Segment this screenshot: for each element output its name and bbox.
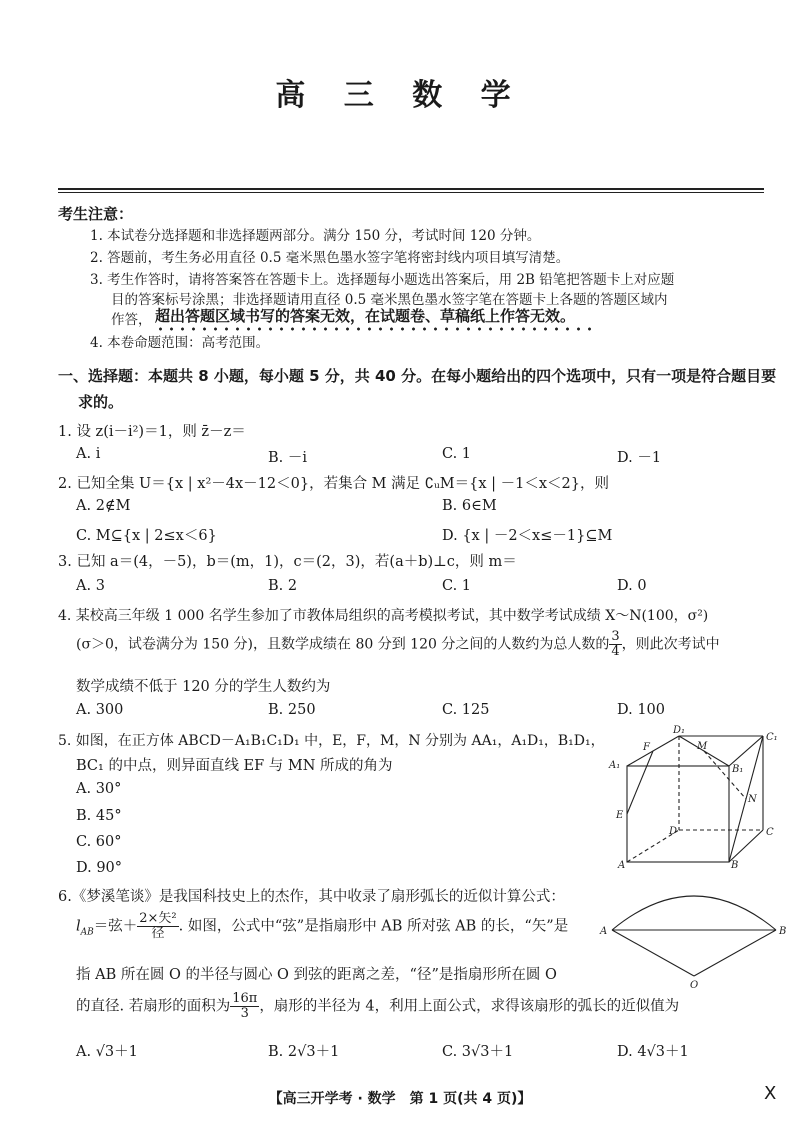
q6-option-d: D. 4√3＋1 xyxy=(617,1044,689,1060)
q5-option-b: B. 45° xyxy=(76,808,122,824)
question-6-line1: 6.《梦溪笔谈》是我国科技史上的杰作，其中收录了扇形弧长的近似计算公式： xyxy=(58,889,565,905)
q3-option-c: C. 1 xyxy=(442,578,472,594)
question-3-stem: 3. 已知 a＝(4，－5)，b＝(m，1)，c＝(2，3)，若(a＋b)⊥c，则 m＝ xyxy=(58,554,517,570)
front-face xyxy=(627,766,729,862)
label-e: E xyxy=(616,810,624,821)
notice-item: 目的答案标号涂黑；非选择题请用直径 0.5 毫米黑色墨水签字笔在答题卡上各题的答题区域内 xyxy=(111,292,668,308)
q4-option-b: B. 250 xyxy=(268,702,316,718)
label-b: B xyxy=(779,926,787,937)
q4-option-a: A. 300 xyxy=(76,702,124,718)
notice-emphasis: 超出答题区域书写的答案无效，在试题卷、草稿纸上作答无效。 xyxy=(155,307,576,325)
label-a: A xyxy=(600,926,608,937)
notice-item: 1. 本试卷分选择题和非选择题两部分。满分 150 分，考试时间 120 分钟。 xyxy=(90,228,541,244)
q1-option-c: C. 1 xyxy=(442,446,472,462)
q2-option-c: C. M⊆{x | 2≤x＜6} xyxy=(76,528,217,544)
label-d1: D₁ xyxy=(673,725,686,736)
q5-option-d: D. 90° xyxy=(76,860,123,876)
page-footer: 【高三开学考 · 数学 第 1 页(共 4 页)】 xyxy=(268,1091,532,1107)
fraction-denominator: 3 xyxy=(240,1006,249,1021)
edge xyxy=(729,830,763,862)
q1-option-b: B. －i xyxy=(268,450,308,466)
q2-option-d: D. {x | －2＜x≤－1}⊆M xyxy=(442,528,613,544)
label-a: A xyxy=(618,860,626,871)
fraction-numerator: 3 xyxy=(611,629,620,644)
notice-item: 4. 本卷命题范围：高考范围。 xyxy=(90,335,270,351)
q2-option-a: A. 2∉M xyxy=(76,498,131,514)
q6-option-b: B. 2√3＋1 xyxy=(268,1044,340,1060)
divider xyxy=(58,192,764,193)
q6-text: 的直径. 若扇形的面积为 xyxy=(76,998,231,1015)
q4-option-d: D. 100 xyxy=(617,702,666,718)
segment-ef xyxy=(627,751,653,814)
q1-option-a: A. i xyxy=(76,446,101,462)
fraction-numerator: 2×矢² xyxy=(139,911,177,926)
question-4-line2 xyxy=(76,630,720,659)
arc-subscript: AB xyxy=(80,927,94,938)
label-c: C xyxy=(766,827,774,838)
fraction xyxy=(137,912,178,941)
fraction-denominator: 4 xyxy=(611,644,620,659)
sector-figure xyxy=(598,878,788,988)
question-2-stem: 2. 已知全集 U＝{x | x²－4x－12＜0}，若集合 M 满足 ∁ᵤM＝{x | －1＜x＜2}，则 xyxy=(58,476,609,492)
q2-option-b: B. 6∈M xyxy=(442,498,497,514)
arc-ab xyxy=(612,896,776,930)
segment-mn xyxy=(704,751,746,799)
radius-oa xyxy=(612,930,694,976)
q3-option-d: D. 0 xyxy=(617,578,647,594)
cube-figure xyxy=(605,722,785,872)
fraction-denominator: 径 xyxy=(151,926,165,941)
q5-option-a: A. 30° xyxy=(76,781,122,797)
q5-option-c: C. 60° xyxy=(76,834,122,850)
label-n: N xyxy=(748,794,757,805)
q6-text: . 如图，公式中“弦”是指扇形中 AB 所对弦 AB 的长，“矢”是 xyxy=(178,918,569,935)
label-f: F xyxy=(643,742,650,753)
notice-item: 2. 答题前，考生务必用直径 0.5 毫米黑色墨水签字笔将密封线内项目填写清楚。 xyxy=(90,250,570,266)
question-4-line1: 4. 某校高三年级 1 000 名学生参加了市教体局组织的高考模拟考试，其中数学考试成绩 X～N(100，σ²) xyxy=(58,608,709,624)
divider xyxy=(58,188,764,190)
label-b: B xyxy=(731,860,739,871)
label-b1: B₁ xyxy=(732,764,744,775)
q1-option-d: D. －1 xyxy=(617,450,662,466)
fraction xyxy=(230,992,259,1021)
label-c1: C₁ xyxy=(766,732,778,743)
formula-text: ＝弦＋ xyxy=(93,918,138,935)
label-m: M xyxy=(697,741,708,752)
notice-item: 3. 考生作答时，请将答案答在答题卡上。选择题每小题选出答案后，用 2B 铅笔把答题卡上对应题 xyxy=(90,272,675,288)
fraction-numerator: 16π xyxy=(232,991,258,1006)
q4-text: (σ＞0，试卷满分为 150 分)，且数学成绩在 80 分到 120 分之间的人数约为总人数的 xyxy=(76,636,610,653)
q3-option-b: B. 2 xyxy=(268,578,298,594)
q3-option-a: A. 3 xyxy=(76,578,105,594)
label-a1: A₁ xyxy=(609,760,621,771)
radius-ob xyxy=(694,930,776,976)
notice-heading: 考生注意： xyxy=(58,205,134,223)
question-6-line3: 指 AB 所在圆 O 的半径与圆心 O 到弦的距离之差，“径”是指扇形所在圆 O xyxy=(76,967,557,983)
section-heading-cont: 求的。 xyxy=(78,393,124,411)
page-title: 高 三 数 学 xyxy=(275,78,525,113)
question-6-line4 xyxy=(76,992,679,1021)
question-4-line3: 数学成绩不低于 120 分的学生人数约为 xyxy=(76,679,331,695)
section-heading: 一、选择题：本题共 8 小题，每小题 5 分，共 40 分。在每小题给出的四个选项中，只有一项是符合题目要 xyxy=(58,367,777,385)
question-6-line2 xyxy=(76,912,568,941)
q6-option-c: C. 3√3＋1 xyxy=(442,1044,514,1060)
corner-mark: X xyxy=(764,1083,777,1104)
q4-text: ，则此次考试中 xyxy=(621,636,720,653)
label-o: O xyxy=(690,980,699,988)
question-5-line2: BC₁ 的中点，则异面直线 EF 与 MN 所成的角为 xyxy=(76,758,393,774)
fraction xyxy=(609,630,621,659)
arc-length-symbol: l xyxy=(76,918,81,935)
q6-option-a: A. √3＋1 xyxy=(76,1044,138,1060)
edge xyxy=(729,736,763,766)
notice-item: 作答， xyxy=(111,312,152,328)
question-5-line1: 5. 如图，在正方体 ABCD－A₁B₁C₁D₁ 中，E，F，M，N 分别为 AA₁，A₁D₁，B₁D₁， xyxy=(58,733,605,749)
q6-text: ，扇形的半径为 4，利用上面公式，求得该扇形的弧长的近似值为 xyxy=(259,998,680,1015)
question-1-stem: 1. 设 z(i－i²)＝1，则 z̄－z＝ xyxy=(58,424,246,440)
label-d: D xyxy=(669,826,678,837)
q4-option-c: C. 125 xyxy=(442,702,490,718)
